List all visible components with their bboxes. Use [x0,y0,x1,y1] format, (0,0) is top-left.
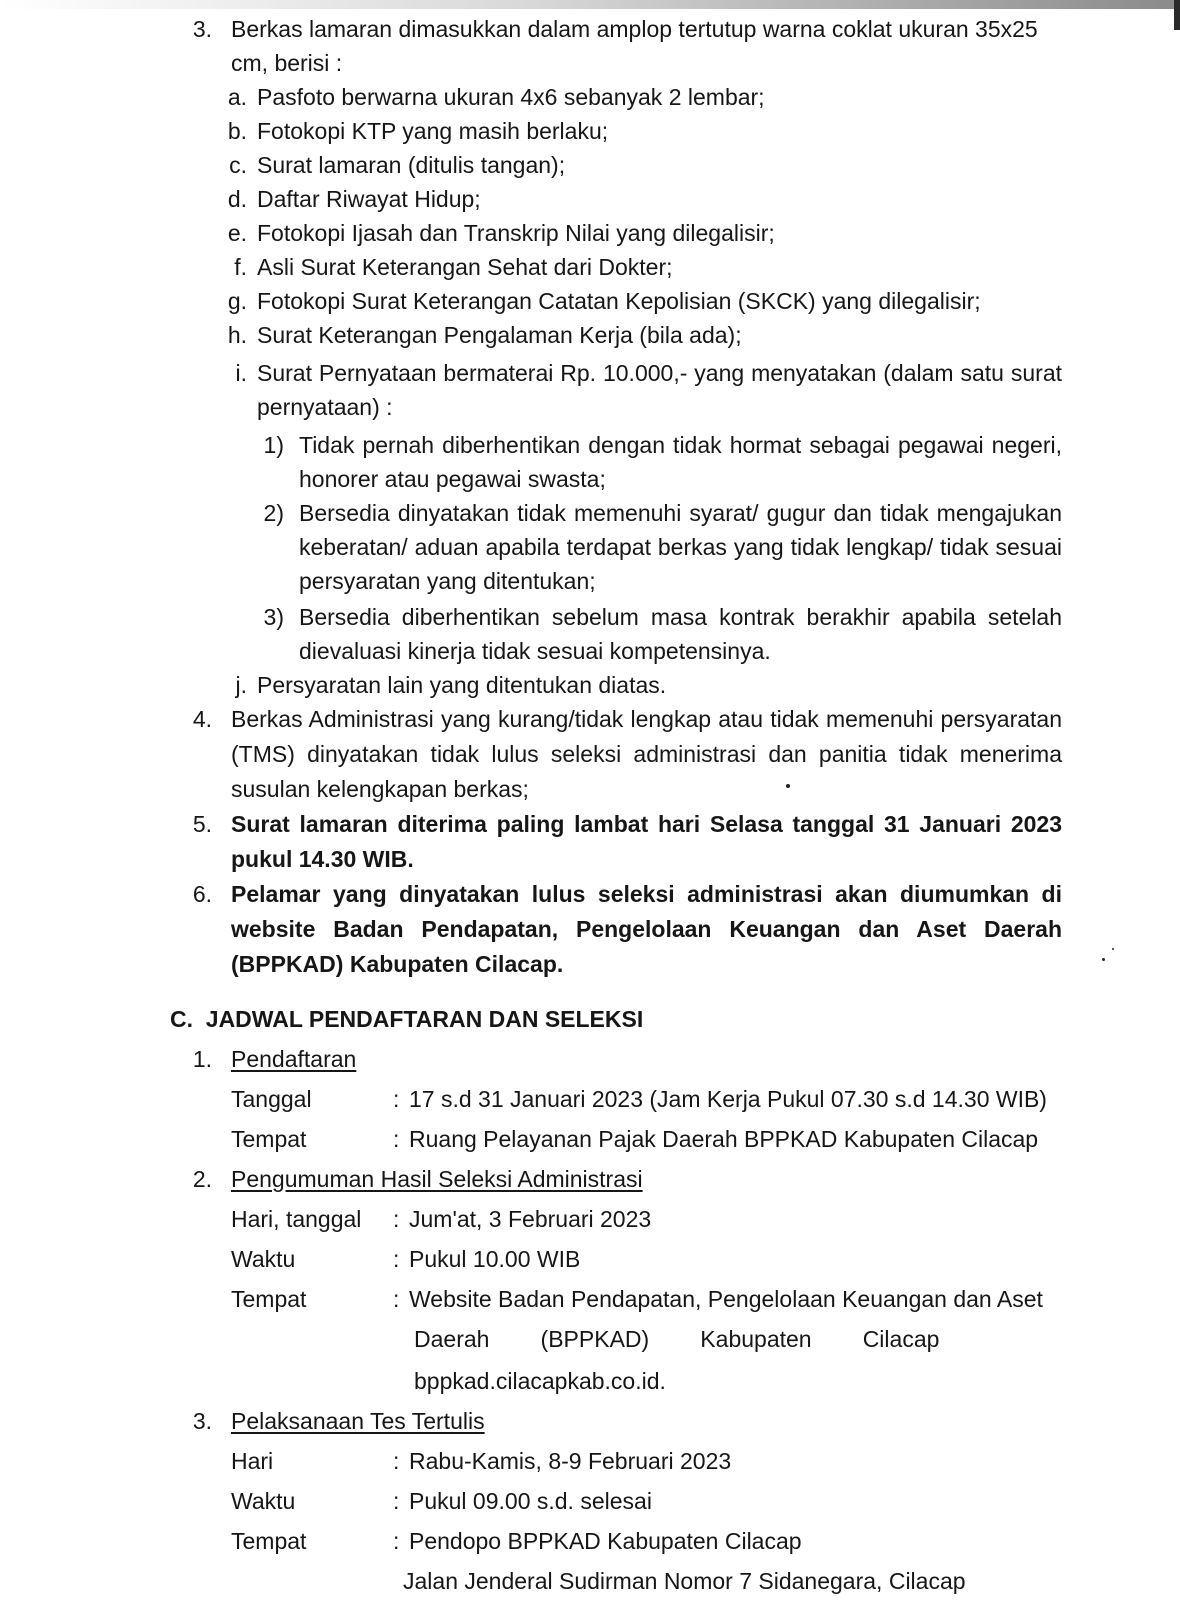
schedule-row [0,1282,1180,1316]
sub-item [0,356,1180,390]
sub-item [0,284,1180,318]
schedule-value: bppkad.cilacapkab.co.id. [414,1368,666,1394]
sub-item-text: Fotokopi Ijasah dan Transkrip Nilai yang dilegalisir; [257,220,775,246]
schedule-number: 1. [192,1046,212,1072]
schedule-value: Ruang Pelayanan Pajak Daerah BPPKAD Kabupaten Cilacap [409,1126,1039,1152]
sub-item-text: Surat Keterangan Pengalaman Kerja (bila ada); [257,322,742,348]
sub-item-letter: b. [227,118,247,144]
colon: : [393,1286,400,1312]
schedule-value: Pukul 10.00 WIB [409,1246,581,1272]
item-text: cm, berisi : [231,50,343,76]
item-text: pukul 14.30 WIB. [231,846,414,872]
schedule-row [0,1444,1180,1478]
item-text: Berkas Administrasi yang kurang/tidak lengkap atau tidak memenuhi persyaratan [231,706,1062,732]
sub-item-letter: g. [227,288,247,314]
point-text: keberatan/ aduan apabila terdapat berkas yang tidak lengkap/ tidak sesuai [299,534,1062,560]
sub-item-text: Asli Surat Keterangan Sehat dari Dokter; [257,254,673,280]
numbered-point [0,428,1180,462]
sub-item-letter: a. [227,84,247,110]
sub-item [0,148,1180,182]
sub-item [0,216,1180,250]
sub-item-text: Surat lamaran (ditulis tangan); [257,152,566,178]
item-text: Berkas lamaran dimasukkan dalam amplop tertutup warna coklat ukuran 35x25 [231,16,1038,42]
doc-line [0,390,1180,424]
point-text: honorer atau pegawai swasta; [299,466,606,492]
colon: : [393,1126,400,1152]
schedule-row [0,1202,1180,1236]
colon: : [393,1488,400,1514]
schedule-number: 3. [192,1408,212,1434]
sub-item-letter: h. [227,322,247,348]
numbered-point [0,600,1180,634]
sub-item-letter: i. [235,360,247,386]
schedule-row [0,1484,1180,1518]
schedule-label: Tempat [231,1126,307,1152]
colon: : [393,1246,400,1272]
point-number: 3) [263,604,284,630]
schedule-row [0,1242,1180,1276]
schedule-row [0,1122,1180,1156]
schedule-label: Waktu [231,1246,296,1272]
section-heading [0,1002,1180,1036]
schedule-row [0,1082,1180,1116]
schedule-continuation [0,1364,1180,1398]
point-text: dievaluasi kinerja tidak sesuai kompetensinya. [299,638,771,664]
item-text: (BPPKAD) Kabupaten Cilacap. [231,951,564,977]
schedule-label: Waktu [231,1488,296,1514]
section-c-heading: C. JADWAL PENDAFTARAN DAN SELEKSI [170,1006,644,1032]
sub-item-text: Fotokopi Surat Keterangan Catatan Kepolisian (SKCK) yang dilegalisir; [257,288,981,314]
item-number: 6. [192,881,212,907]
schedule-item [0,1404,1180,1438]
schedule-label: Tanggal [231,1086,312,1112]
item-number: 5. [192,811,212,837]
item-number: 3. [192,16,212,42]
point-number: 2) [263,500,284,526]
point-number: 1) [263,432,284,458]
sub-item-letter: d. [227,186,247,212]
item-number: 4. [192,706,212,732]
schedule-continuation [0,1564,1180,1598]
point-text: Bersedia dinyatakan tidak memenuhi syarat/ gugur dan tidak mengajukan [299,500,1062,526]
doc-line [0,702,1180,736]
sub-item-text: Surat Pernyataan bermaterai Rp. 10.000,- yang menyatakan (dalam satu surat [257,360,1062,386]
doc-line [0,46,1180,80]
colon: : [393,1528,400,1554]
doc-line [0,12,1180,46]
colon: : [393,1448,400,1474]
schedule-label: Tempat [231,1286,307,1312]
sub-item-letter: c. [229,152,247,178]
schedule-value: Jalan Jenderal Sudirman Nomor 7 Sidanegara, Cilacap [403,1568,966,1594]
schedule-title: Pendaftaran [231,1046,357,1072]
colon: : [393,1206,400,1232]
sub-item-letter: e. [227,220,247,246]
schedule-value: Daerah (BPPKAD) Kabupaten Cilacap [414,1326,940,1352]
item-text: susulan kelengkapan berkas; [231,776,529,802]
sub-item-text: Fotokopi KTP yang masih berlaku; [257,118,609,144]
schedule-value: Pukul 09.00 s.d. selesai [409,1488,652,1514]
colon: : [393,1086,400,1112]
schedule-item [0,1162,1180,1196]
item-text: website Badan Pendapatan, Pengelolaan Keuangan dan Aset Daerah [231,916,1062,942]
schedule-value: Website Badan Pendapatan, Pengelolaan Keuangan dan Aset [409,1286,1043,1312]
schedule-title: Pengumuman Hasil Seleksi Administrasi [231,1166,643,1192]
sub-item [0,114,1180,148]
item-text: Pelamar yang dinyatakan lulus seleksi administrasi akan diumumkan di [231,881,1062,907]
schedule-value: Jum'at, 3 Februari 2023 [409,1206,652,1232]
schedule-value: Rabu-Kamis, 8-9 Februari 2023 [409,1448,732,1474]
doc-line [0,807,1180,841]
point-text: persyaratan yang ditentukan; [299,568,596,594]
sub-item-text: Daftar Riwayat Hidup; [257,186,481,212]
point-text: Tidak pernah diberhentikan dengan tidak hormat sebagai pegawai negeri, [299,432,1062,458]
doc-line [0,877,1180,911]
item-text: (TMS) dinyatakan tidak lulus seleksi administrasi dan panitia tidak menerima [231,741,1062,767]
schedule-value: 17 s.d 31 Januari 2023 (Jam Kerja Pukul 07.30 s.d 14.30 WIB) [409,1086,1047,1112]
doc-line [0,947,1180,981]
sub-item [0,182,1180,216]
schedule-number: 2. [192,1166,212,1192]
sub-item [0,80,1180,114]
sub-item-text: Persyaratan lain yang ditentukan diatas. [257,672,667,698]
sub-item-text: pernyataan) : [257,394,393,420]
doc-line [0,912,1180,946]
sub-item-letter: f. [234,254,247,280]
schedule-label: Hari [231,1448,274,1474]
doc-line [0,530,1180,564]
doc-line [0,772,1180,806]
scan-edge-top [0,0,1180,9]
doc-line [0,564,1180,598]
sub-item [0,318,1180,352]
schedule-continuation [0,1322,1180,1356]
schedule-value: Pendopo BPPKAD Kabupaten Cilacap [409,1528,802,1554]
item-text: Surat lamaran diterima paling lambat hari Selasa tanggal 31 Januari 2023 [231,811,1062,837]
sub-item [0,668,1180,702]
schedule-label: Tempat [231,1528,307,1554]
sub-item-letter: j. [235,672,247,698]
point-text: Bersedia diberhentikan sebelum masa kontrak berakhir apabila setelah [299,604,1062,630]
doc-line [0,842,1180,876]
schedule-label: Hari, tanggal [231,1206,362,1232]
schedule-item [0,1042,1180,1076]
doc-line [0,634,1180,668]
sub-item-text: Pasfoto berwarna ukuran 4x6 sebanyak 2 lembar; [257,84,765,110]
doc-line [0,737,1180,771]
schedule-title: Pelaksanaan Tes Tertulis [231,1408,485,1434]
schedule-row [0,1524,1180,1558]
sub-item [0,250,1180,284]
doc-line [0,462,1180,496]
numbered-point [0,496,1180,530]
